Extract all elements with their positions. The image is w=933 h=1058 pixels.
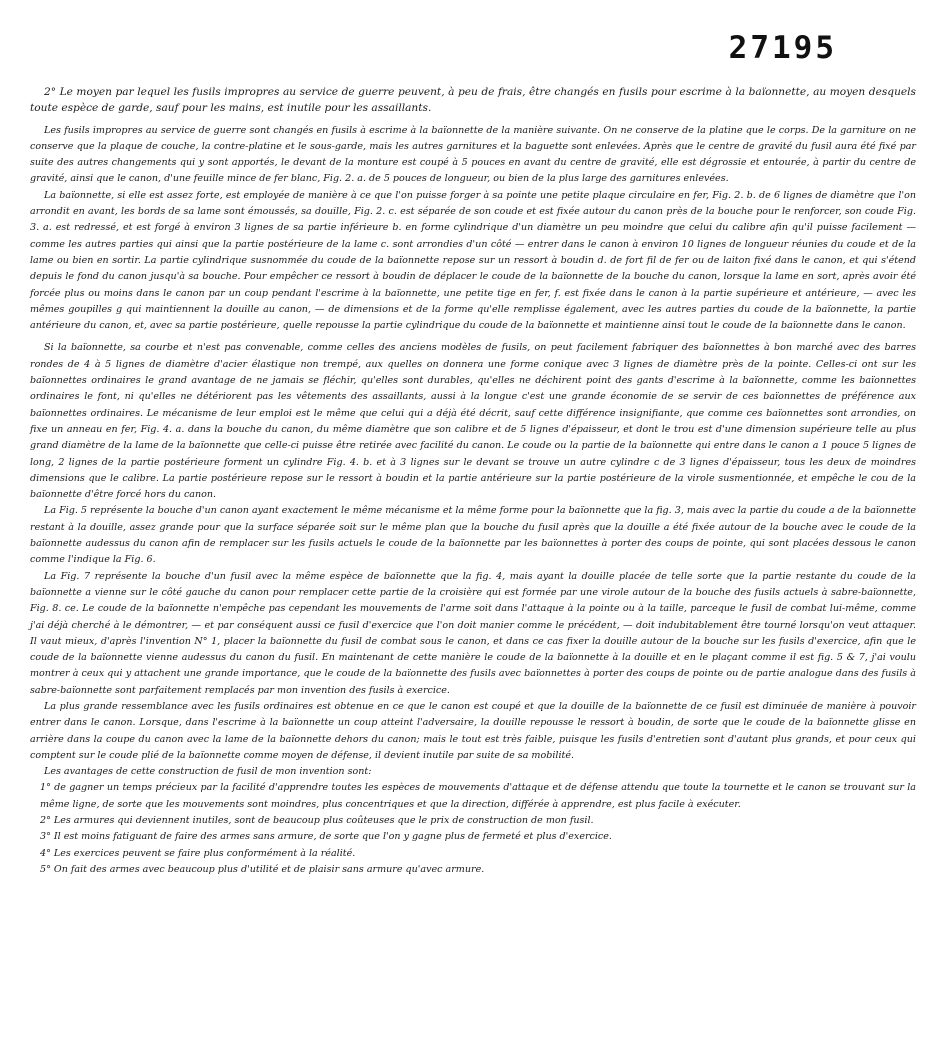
document-number: 27195 bbox=[728, 30, 837, 66]
list-item: 1° de gagner un temps précieux par la facilité d'apprendre toutes les espèces de mouvements d'attaque et de défense attendu que toute la tournette et le canon se trouvant sur la même ligne, de sorte que les mouvements sont moindres, plus concentriques et que la direction, différée à apprendre, est plus facile à exécuter. bbox=[40, 782, 916, 810]
list-item: 4° Les exercices peuvent se faire plus conformément à la réalité. bbox=[40, 847, 356, 859]
list-item: 2° Les armures qui deviennent inutiles, sont de beaucoup plus coûteuses que le prix de construction de mon fusil. bbox=[40, 815, 594, 827]
paragraph: La plus grande ressemblance avec les fusils ordinaires est obtenue en ce que le canon est coupé et que la douille de la baïonnette de ce fusil est diminuée de manière à pouvoir entrer dans le canon. Lorsque, dans l'escrime à la baïonnette un coup atteint l'adversaire, la douille repousse le ressort à boudin, de sorte que le coude de la baïonnette glisse en arrière dans la coupe du canon avec la lame de la baïonnette dehors du canon; mais le tout est très faible, puisque les fusils d'entretien sont d'autant plus grands, et pour ceux qui comptent sur le coude plié de la baïonnette comme moyen de défense, il devient inutile par suite de sa mobilité. bbox=[30, 700, 916, 761]
list-item: 5° On fait des armes avec beaucoup plus d'utilité et de plaisir sans armure qu'avec armure. bbox=[40, 863, 485, 875]
advantages-intro: Les avantages de cette construction de fusil de mon invention sont: bbox=[44, 766, 372, 778]
document-body bbox=[30, 84, 916, 878]
paragraph: Les fusils impropres au service de guerre sont changés en fusils à escrime à la baïonnette de la manière suivante. On ne conserve de la platine que le corps. De la garniture on ne conserve que la plaque de couche, la contre-platine et le sous-garde, mais les autres garnitures et la baguette sont enlevées. Après que le centre de gravité du fusil aura été fixé par suite des autres changements qui y sont apportés, le devant de la monture est coupé à 5 pouces en avant du centre de gravité, elle est dégrossie et entourée, à partir du centre de gravité, ainsi que le canon, d'une feuille mince de fer blanc, Fig. 2. a. de 5 pouces de longueur, ou bien de la plus large des garnitures enlevées. bbox=[30, 124, 916, 185]
paragraph: La baïonnette, si elle est assez forte, est employée de manière à ce que l'on puisse forger à sa pointe une petite plaque circulaire en fer, Fig. 2. b. de 6 lignes de diamètre que l'on arrondit en avant, les bords de sa lame sont émoussés, sa douille, Fig. 2. c. est séparée de son coude et est fixée autour du canon près de la bouche pour le renforcer, son coude Fig. 3. a. est redressé, et est forgé à environ 3 lignes de sa partie inférieure b. en forme cylindrique d'un diamètre un peu moindre que celui du calibre afin qu'il puisse facilement — comme les autres parties qui ainsi que la partie postérieure de la lame c. sont arrondies d'un côté — entrer dans le canon à environ 10 lignes de longueur réunies du coude et de la lame ou bien en sortir. La partie cylindrique susnommée du coude de la baïonnette repose sur un ressort à boudin d. de fort fil de fer ou de laiton fixé dans le canon, et qui s'étend depuis le fond du canon jusqu'à sa bouche. Pour empêcher ce ressort à boudin de déplacer le coude de la baïonnette de la bouche du canon, lorsque la lame en sort, après avoir été forcée plus ou moins dans le canon par un coup pendant l'escrime à la baïonnette, une petite tige en fer, f. est fixée dans le canon à la partie supérieure et antérieure, — avec les mêmes goupilles g qui maintiennent la douille au canon, — de dimensions et de la forme qu'elle remplisse également, avec les autres parties du coude de la baïonnette, la partie antérieure du canon, et, avec sa partie postérieure, quelle repousse la partie cylindrique du coude de la baïonnette et maintienne ainsi tout le coude de la baïonnette dans le canon. bbox=[30, 189, 916, 332]
list-item: 3° Il est moins fatiguant de faire des armes sans armure, de sorte que l'on y gagne plus de fermeté et plus d'exercice. bbox=[40, 831, 612, 843]
paragraph: Si la baïonnette, sa courbe et n'est pas convenable, comme celles des anciens modèles de fusils, on peut facilement fabriquer des baïonnettes à bon marché avec des barres rondes de 4 à 5 lignes de diamètre d'acier élastique non trempé, aux quelles on donnera une forme conique avec 3 lignes de diamètre près de la pointe. Celles-ci ont sur les baïonnettes ordinaires le grand avantage de ne jamais se fléchir, qu'elles sont durables, qu'elles ne déchirent point des gants d'escrime à la baïonnette, comme les baïonnettes ordinaires le font, ni qu'elles ne détériorent pas les vêtements des assaillants, aussi à la longue c'est une grande économie de se servir de ces baïonnettes de préférence aux baïonnettes ordinaires. Le mécanisme de leur emploi est le même que celui qui a déjà été décrit, sauf cette différence insignifiante, que comme ces baïonnettes sont arrondies, on fixe un anneau en fer, Fig. 4. a. dans la bouche du canon, du même diamètre que son calibre et de 5 lignes d'épaisseur, et dont le trou est d'une dimension supérieure telle au plus grand diamètre de la lame de la baïonnette que celle-ci puisse être retirée avec facilité du canon. Le coude ou la partie de la baïonnette qui entre dans le canon a 1 pouce 5 lignes de long, 2 lignes de la partie postérieure forment un cylindre Fig. 4. b. et à 3 lignes sur le devant se trouve un autre cylindre c de 3 lignes d'épaisseur, tous les deux de moindres dimensions que le calibre. La partie postérieure repose sur le ressort à boudin et la partie antérieure sur la partie postérieure de la virole susmentionnée, et empêche le cou de la baïonnette d'être forcé hors du canon. bbox=[30, 342, 916, 501]
paragraph-heading: 2° Le moyen par lequel les fusils impropres au service de guerre peuvent, à peu de frais, être changés en fusils pour escrime à la baïonnette, au moyen desquels toute espèce de garde, sauf pour les mains, est inutile pour les assaillants. bbox=[30, 86, 916, 115]
paragraph: La Fig. 7 représente la bouche d'un fusil avec la même espèce de baïonnette que la fig. 4, mais ayant la douille placée de telle sorte que la partie restante du coude de la baïonnette a vienne sur le côté gauche du canon pour remplacer cette partie de la croisière qui est formée par une virole autour de la bouche des fusils actuels à sabre-baïonnette, Fig. 8. ce. Le coude de la baïonnette n'empêche pas cependant les mouvements de l'arme soit dans l'attaque à la pointe ou à la taille, parceque le fusil de combat lui-même, comme j'ai déjà cherché à le démontrer, — et par conséquent aussi ce fusil d'exercice que l'on doit manier comme le précédent, — doit indubitablement être tourné lorsqu'on veut attaquer. Il vaut mieux, d'après l'invention N° 1, placer la baïonnette du fusil de combat sous le canon, et dans ce cas fixer la douille autour de la bouche sur les fusils d'exercice, afin que le coude de la baïonnette vienne audessus du canon du fusil. En maintenant de cette manière le coude de la baïonnette à la douille et en le plaçant comme il est fig. 5 & 7, j'ai voulu montrer à ceux qui y attachent une grande importance, que le coude de la baïonnette des fusils avec baïonnettes à porter des coups de pointe ou de partie analogue dans des fusils à sabre-baïonnette sont parfaitement remplacés par mon invention des fusils à exercice. bbox=[30, 570, 916, 696]
paragraph: La Fig. 5 représente la bouche d'un canon ayant exactement le même mécanisme et la même forme pour la baïonnette que la fig. 3, mais avec la partie du coude a de la baïonnette restant à la douille, assez grande pour que la surface séparée soit sur le même plan que la bouche du fusil après que la douille a été fixée autour de la bouche avec le coude de la baïonnette audessus du canon afin de remplacer sur les fusils actuels le coude de la baïonnette par les baïonnettes à porter des coups de pointe, qui sont placées dessous le canon comme l'indique la Fig. 6. bbox=[30, 505, 916, 566]
advantages-list bbox=[30, 780, 916, 878]
